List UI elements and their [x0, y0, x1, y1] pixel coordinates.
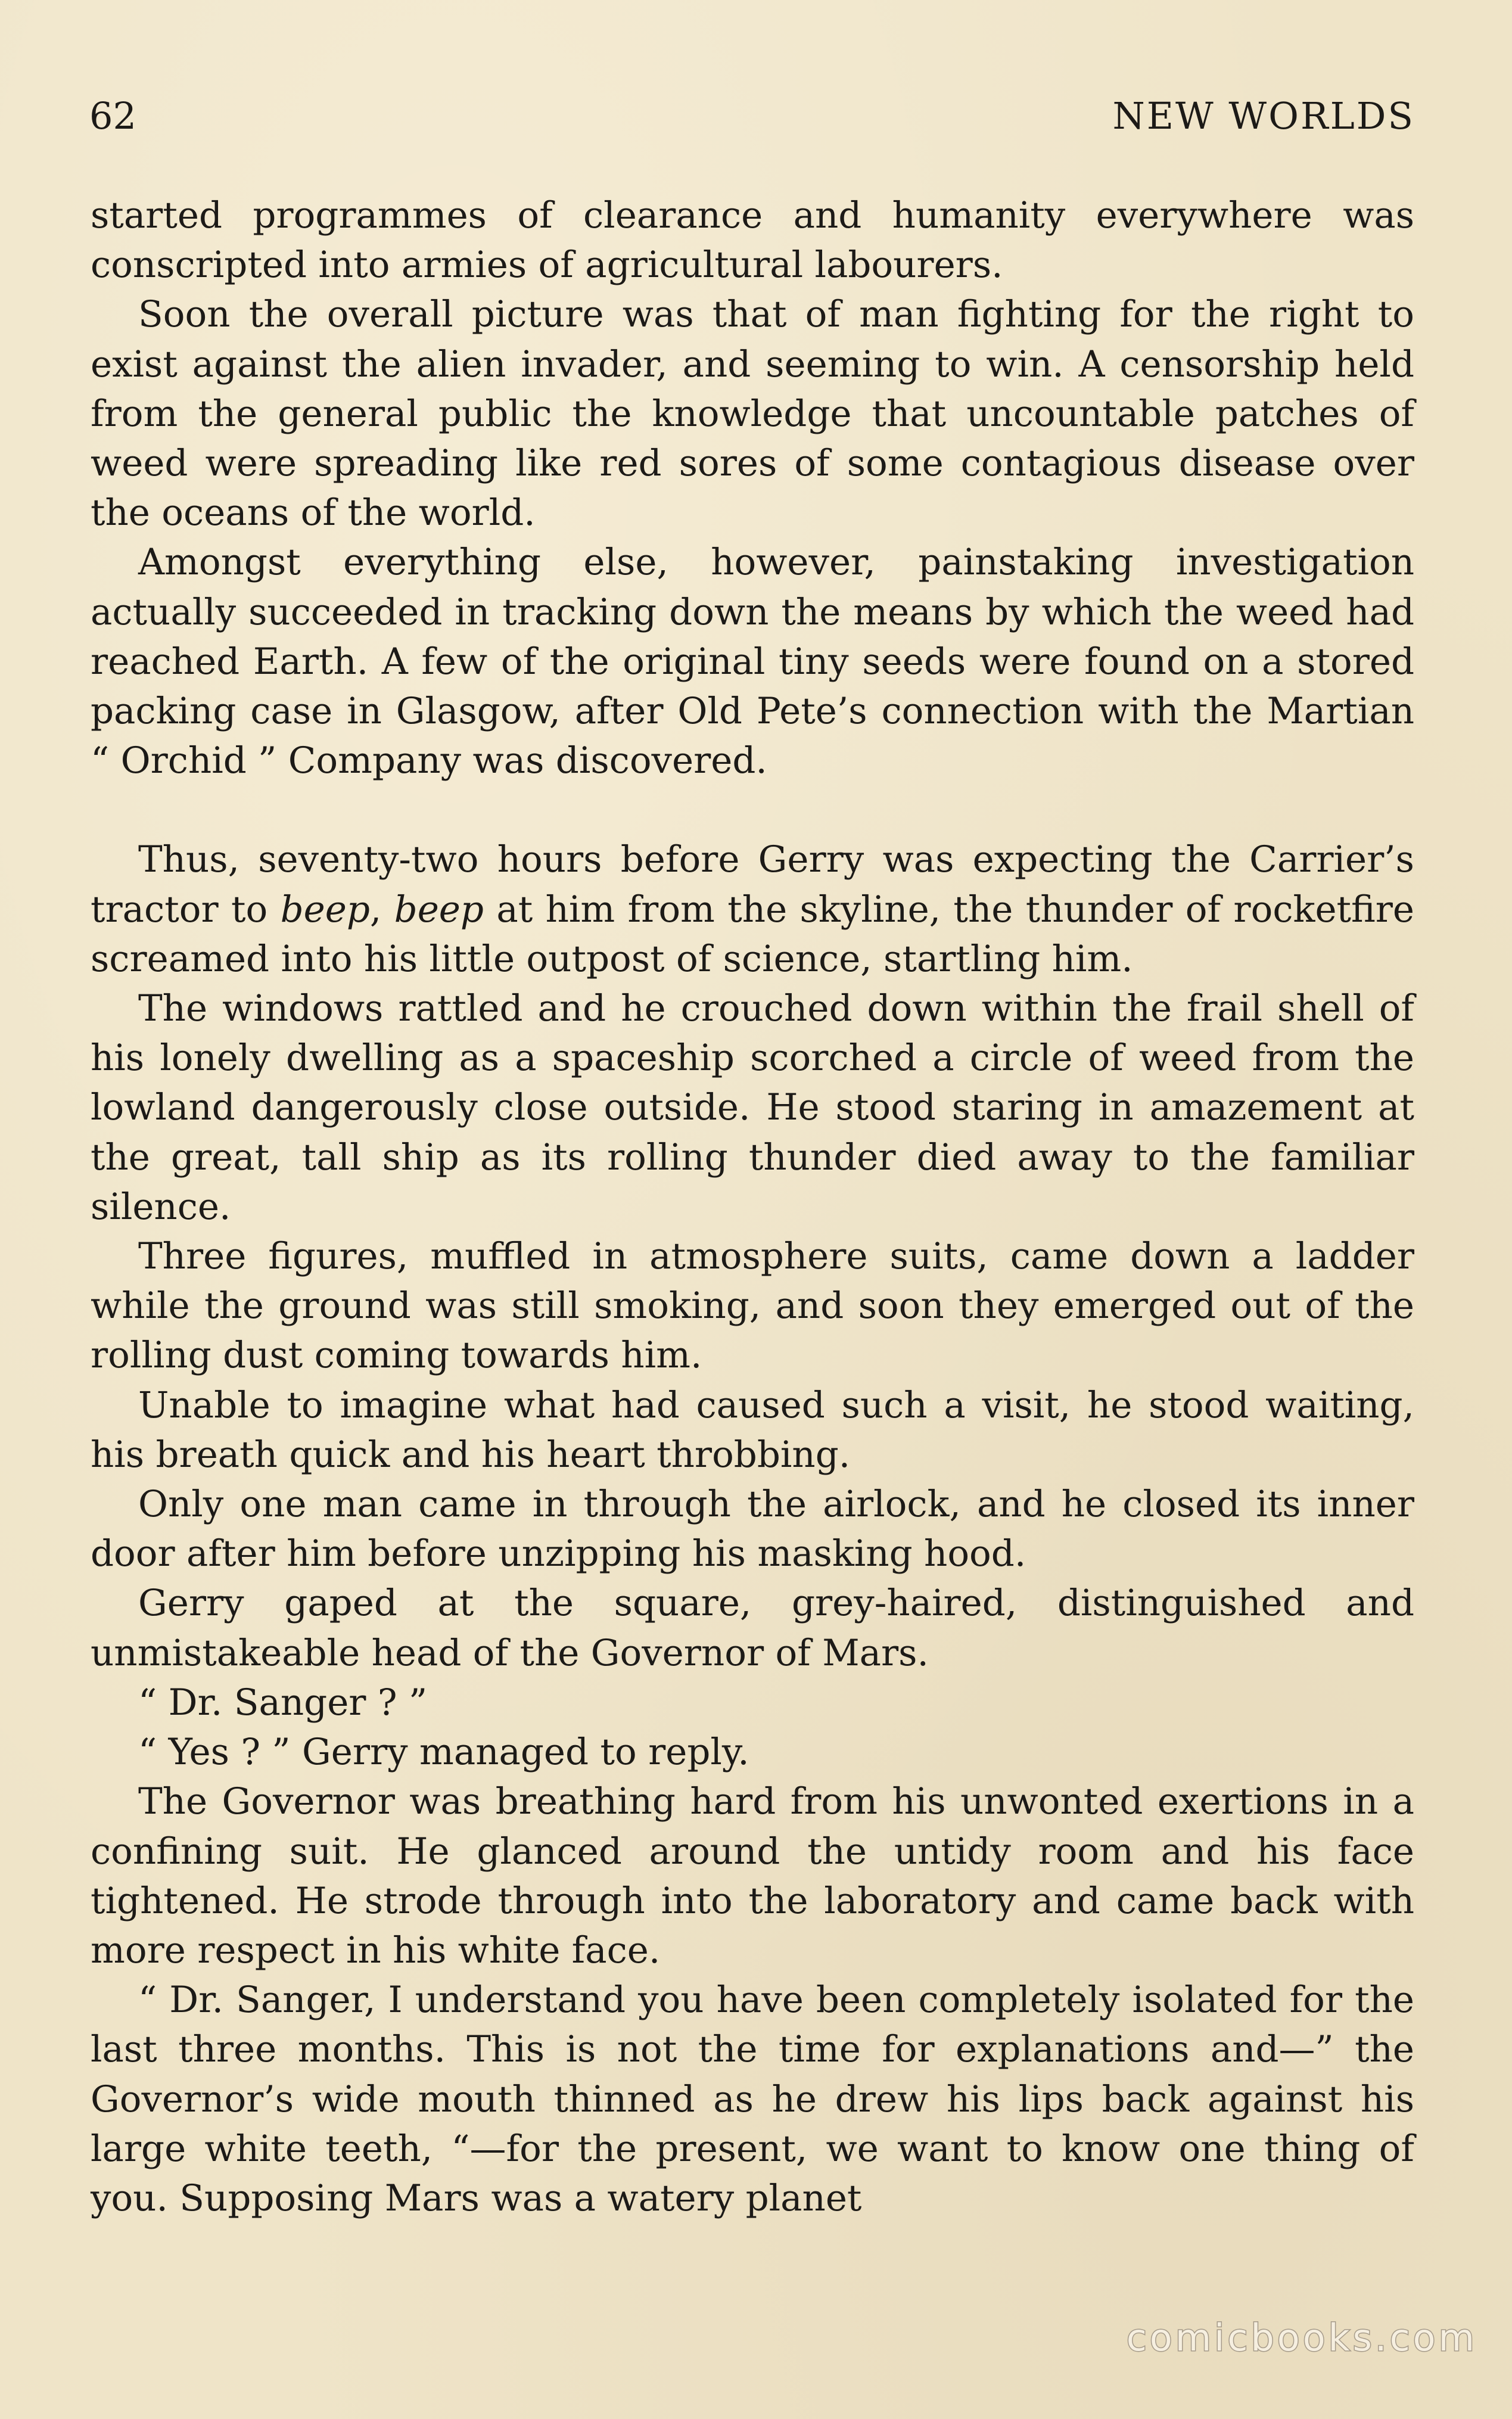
running-head: NEW WORLDS [1112, 94, 1415, 138]
dialogue-line: “ Dr. Sanger ? ” [138, 1681, 428, 1724]
page-number: 62 [89, 94, 136, 138]
page-header [89, 89, 1415, 143]
paragraph: The windows rattled and he crouched down within the frail shell of his lonely dwelling as a spaceship scorched a circle of weed from the lowland dangerously close outside. He stood staring in amazement at the great, tall ship as its rolling thunder died away to the familiar silence. [91, 987, 1414, 1228]
paragraph-section-start [91, 835, 1414, 984]
italic-word: beep [394, 888, 484, 931]
paragraph: Amongst everything else, however, painstaking investigation actually succeeded in tracking down the means by which the weed had reached Earth. A few of the original tiny seeds were found on a stored packing case in Glasgow, after Old Pete’s connection with the Martian “ Orchid ” Company was discovered. [91, 541, 1414, 782]
paragraph: Gerry gaped at the square, grey-haired, distinguished and unmistakeable head of the Governor of Mars. [91, 1582, 1414, 1674]
paragraph-text: Thus, seventy-two hours before Gerry was expecting the Carrier’s tractor to [91, 838, 1414, 931]
watermark: comicbooks.com [1126, 2316, 1477, 2359]
paragraph: Soon the overall picture was that of man fighting for the right to exist against the alien invader, and seeming to win. A censorship held from the general public the knowledge that uncountable patches of weed were spreading like red sores of some contagious disease over the oceans of the world. [91, 293, 1414, 534]
paragraph: Only one man came in through the airlock, and he closed its inner door after him before unzipping his masking hood. [91, 1483, 1414, 1575]
paragraph-text: at him from the skyline, the thunder of rocketfire screamed into his little outpost of science, startling him. [91, 888, 1415, 980]
paragraph: started programmes of clearance and humanity everywhere was conscripted into armies of agricultural labourers. [91, 194, 1414, 287]
paragraph-text: , [369, 888, 394, 931]
paragraph: Unable to imagine what had caused such a visit, he stood waiting, his breath quick and his heart throbbing. [91, 1383, 1414, 1476]
italic-word: beep [280, 888, 370, 931]
paragraph: The Governor was breathing hard from his unwonted exertions in a confining suit. He glanced around the untidy room and his face tightened. He strode through into the laboratory and came back with more respect in his white face. [91, 1780, 1414, 1972]
paragraph: Three figures, muffled in atmosphere suits, came down a ladder while the ground was still smoking, and soon they emerged out of the rolling dust coming towards him. [91, 1235, 1414, 1377]
paragraph: “ Dr. Sanger, I understand you have been completely isolated for the last three months. This is not the time for explanations and—” the Governor’s wide mouth thinned as he drew his lips back against his large white teeth, “—for the present, we want to know one thing of you. Supposing Mars was a watery planet [91, 1979, 1414, 2219]
body-text [91, 191, 1414, 2223]
dialogue-line: “ Yes ? ” Gerry managed to reply. [138, 1731, 749, 1774]
